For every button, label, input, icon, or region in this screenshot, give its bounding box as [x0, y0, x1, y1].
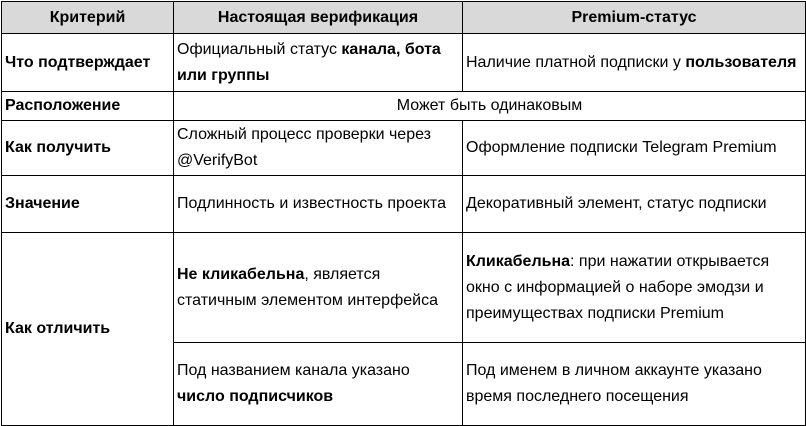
premium-cell — [463, 233, 806, 343]
header-real-verification: Настоящая верификация — [174, 2, 463, 34]
cell-emphasis: канала, бота или группы — [177, 40, 441, 84]
table-row — [2, 176, 806, 233]
verification-cell: Подлинность и известность проекта — [174, 176, 463, 233]
cell-emphasis: Не кликабельна — [177, 265, 305, 283]
cell-text: Официальный статус — [177, 40, 342, 58]
cell-emphasis: число подписчиков — [177, 388, 334, 405]
premium-cell — [463, 34, 806, 92]
header-criterion: Критерий — [2, 2, 174, 34]
verification-cell — [174, 34, 463, 92]
verification-cell: Сложный процесс проверки через @VerifyBot — [174, 121, 463, 176]
criterion-cell: Как получить — [2, 121, 174, 176]
premium-cell: Под именем в личном аккаунте указано время последнего посещения — [463, 343, 806, 426]
cell-emphasis: пользователя — [685, 53, 797, 71]
cell-text: Наличие платной подписки у — [466, 53, 686, 71]
verification-cell — [174, 343, 463, 426]
table-row — [2, 92, 806, 121]
criterion-cell: Что подтверждает — [2, 34, 174, 92]
verification-cell — [174, 233, 463, 343]
premium-cell: Оформление подписки Telegram Premium — [463, 121, 806, 176]
criterion-cell: Расположение — [2, 92, 174, 121]
merged-cell: Может быть одинаковым — [174, 92, 806, 121]
premium-cell: Декоративный элемент, статус подписки — [463, 176, 806, 233]
table-header-row — [2, 2, 806, 34]
criterion-cell: Как отличить — [2, 233, 174, 426]
cell-text: , является статичным элементом интерфейса — [177, 265, 438, 309]
table-row — [2, 34, 806, 92]
table-row — [2, 233, 806, 343]
cell-text: Под названием канала указано — [177, 362, 410, 379]
table-row — [2, 121, 806, 176]
header-premium-status: Premium-статус — [463, 2, 806, 34]
cell-text: : при нажатии открывается окно с информацией о наборе эмодзи и преимуществах подписки Premium — [466, 252, 770, 322]
comparison-table — [1, 1, 806, 426]
criterion-cell: Значение — [2, 176, 174, 233]
cell-emphasis: Кликабельна — [466, 252, 571, 270]
